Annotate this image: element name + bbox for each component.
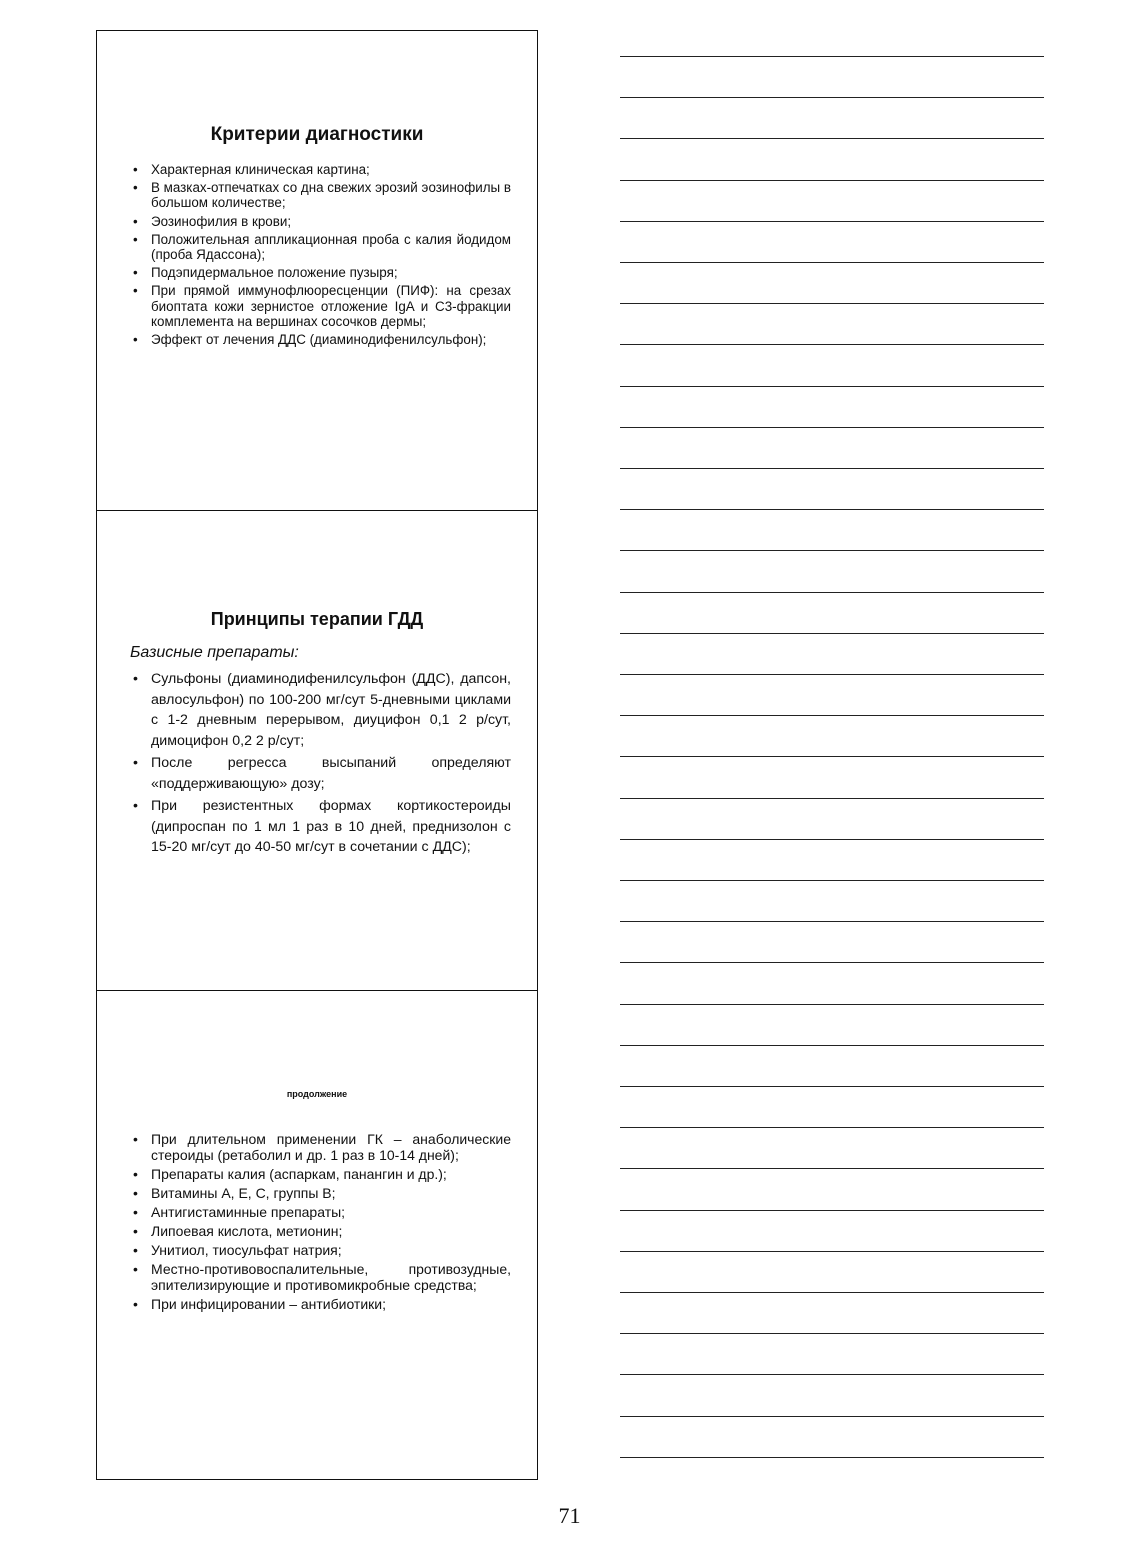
list-item: • Положительная аппликационная проба с калия йодидом (проба Ядассона); — [127, 232, 511, 262]
note-line — [620, 674, 1044, 675]
note-line — [620, 962, 1044, 963]
note-line — [620, 1416, 1044, 1417]
note-line — [620, 180, 1044, 181]
note-line — [620, 1210, 1044, 1211]
note-line — [620, 880, 1044, 881]
note-line — [620, 97, 1044, 98]
slides-column — [96, 30, 540, 1480]
list-item: • Препараты калия (аспаркам, панангин и др.); — [127, 1166, 511, 1182]
note-line — [620, 262, 1044, 263]
list-item: • Унитиол, тиосульфат натрия; — [127, 1242, 511, 1258]
note-line — [620, 921, 1044, 922]
list-item: • После регресса высыпаний определяют «поддерживающую» дозу; — [127, 753, 511, 794]
list-item: • При длительном применении ГК – анаболические стероиды (ретаболил и др. 1 раз в 10-14 дней); — [127, 1131, 511, 1163]
note-line — [620, 1168, 1044, 1169]
note-line — [620, 344, 1044, 345]
list-item: • В мазках-отпечатках со дна свежих эрозий эозинофилы в большом количестве; — [127, 180, 511, 210]
slide-title: Критерии диагностики — [210, 124, 424, 145]
note-line — [620, 715, 1044, 716]
note-line — [620, 756, 1044, 757]
note-line — [620, 427, 1044, 428]
note-line — [620, 1292, 1044, 1293]
list-item: • Антигистаминные препараты; — [127, 1204, 511, 1220]
slide-diagnostic-criteria — [96, 30, 538, 511]
list-item: • Подэпидермальное положение пузыря; — [127, 265, 511, 280]
note-line — [620, 468, 1044, 469]
note-line — [620, 1333, 1044, 1334]
list-item: • Местно-противовоспалительные, противозудные, эпителизирующие и противомикробные средства; — [127, 1261, 511, 1293]
list-item: • При прямой иммунофлюоресценции (ПИФ): на срезах биоптата кожи зернистое отложение IgA и С3-фракции комплемента на вершинах сосочков дермы; — [127, 283, 511, 329]
note-line — [620, 1045, 1044, 1046]
list-item: • Эозинофилия в крови; — [127, 214, 511, 229]
note-line — [620, 798, 1044, 799]
note-line — [620, 633, 1044, 634]
note-line — [620, 839, 1044, 840]
slide-subtitle: Базисные препараты: — [130, 644, 299, 661]
note-line — [620, 386, 1044, 387]
note-line — [620, 138, 1044, 139]
list-item: • Сульфоны (диаминодифенилсульфон (ДДС), дапсон, авлосульфон) по 100-200 мг/сут 5-дневными циклами с 1-2 дневным перерывом, диуцифон 0,1 2 р/сут, димоцифон 0,2 2 р/сут; — [127, 669, 511, 751]
note-line — [620, 550, 1044, 551]
slide-title: продолжение — [286, 1089, 348, 1099]
note-line — [620, 1086, 1044, 1087]
bullet-list — [127, 669, 511, 860]
note-lines — [620, 0, 1044, 1480]
note-line — [620, 1004, 1044, 1005]
slide-therapy-principles — [96, 510, 538, 991]
bullet-list — [127, 162, 511, 350]
list-item: • Витамины А, Е, С, группы В; — [127, 1185, 511, 1201]
note-line — [620, 509, 1044, 510]
slide-continuation — [96, 990, 538, 1480]
list-item: • При резистентных формах кортикостероиды (дипроспан по 1 мл 1 раз в 10 дней, преднизолон с 15-20 мг/сут до 40-50 мг/сут в сочетании с ДДС); — [127, 796, 511, 858]
note-line — [620, 1457, 1044, 1458]
list-item: • Характерная клиническая картина; — [127, 162, 511, 177]
list-item: • Липоевая кислота, метионин; — [127, 1223, 511, 1239]
slide-title: Принципы терапии ГДД — [210, 609, 424, 629]
note-line — [620, 56, 1044, 57]
list-item: • Эффект от лечения ДДС (диаминодифенилсульфон); — [127, 332, 511, 347]
note-line — [620, 1251, 1044, 1252]
page-number: 71 — [558, 1503, 581, 1528]
note-line — [620, 1127, 1044, 1128]
note-line — [620, 1374, 1044, 1375]
note-line — [620, 592, 1044, 593]
note-line — [620, 303, 1044, 304]
list-item: • При инфицировании – антибиотики; — [127, 1296, 511, 1312]
bullet-list — [127, 1131, 511, 1315]
note-line — [620, 221, 1044, 222]
